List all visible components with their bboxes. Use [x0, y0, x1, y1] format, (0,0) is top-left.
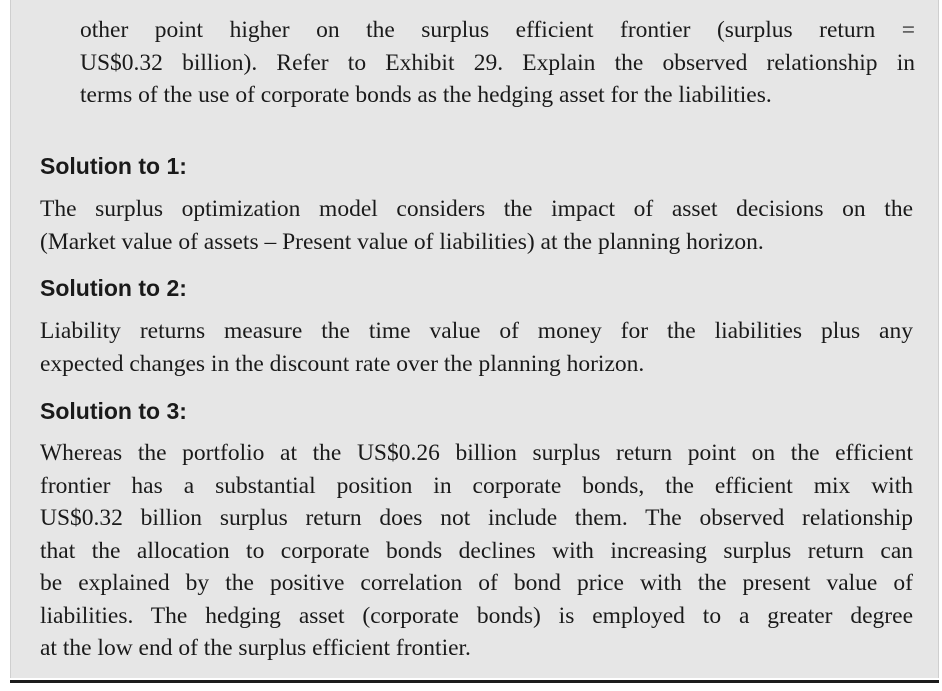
solution-1-line: The surplus optimization model considers the impact of asset decisions on the: [40, 196, 913, 222]
bottom-rule: [10, 680, 939, 683]
solution-2-line: Liability returns measure the time value of money for the liabilities plus any: [40, 318, 913, 344]
solution-1-heading: Solution to 1:: [40, 153, 187, 179]
solution-3-line: Whereas the portfolio at the US$0.26 billion surplus return point on the efficient: [40, 440, 913, 466]
solution-1-text: [40, 193, 913, 258]
solution-3-text: [40, 437, 913, 665]
solution-3-line: be explained by the positive correlation of bond price with the present value of: [40, 570, 913, 596]
solution-2-heading: Solution to 2:: [40, 275, 187, 301]
question-line: terms of the use of corporate bonds as the hedging asset for the liabilities.: [80, 82, 772, 108]
solution-3-line: at the low end of the surplus efficient frontier.: [40, 635, 471, 661]
solution-1-line: (Market value of assets – Present value of liabilities) at the planning horizon.: [40, 228, 764, 255]
solution-3-line: liabilities. The hedging asset (corporate bonds) is employed to a greater degree: [40, 602, 913, 629]
solution-3-line: frontier has a substantial position in corporate bonds, the efficient mix with: [40, 472, 913, 499]
question-line: other point higher on the surplus efficient frontier (surplus return =: [80, 17, 915, 43]
solution-3-line: US$0.32 billion surplus return does not include them. The observed relationship: [40, 505, 913, 531]
question-text: [80, 14, 915, 112]
solution-3-heading: Solution to 3:: [40, 398, 187, 424]
solution-2-line: expected changes in the discount rate over the planning horizon.: [40, 350, 645, 377]
solution-2-text: [40, 315, 913, 380]
question-line: US$0.32 billion). Refer to Exhibit 29. Explain the observed relationship in: [80, 49, 915, 76]
solution-3-line: that the allocation to corporate bonds declines with increasing surplus return can: [40, 537, 913, 564]
